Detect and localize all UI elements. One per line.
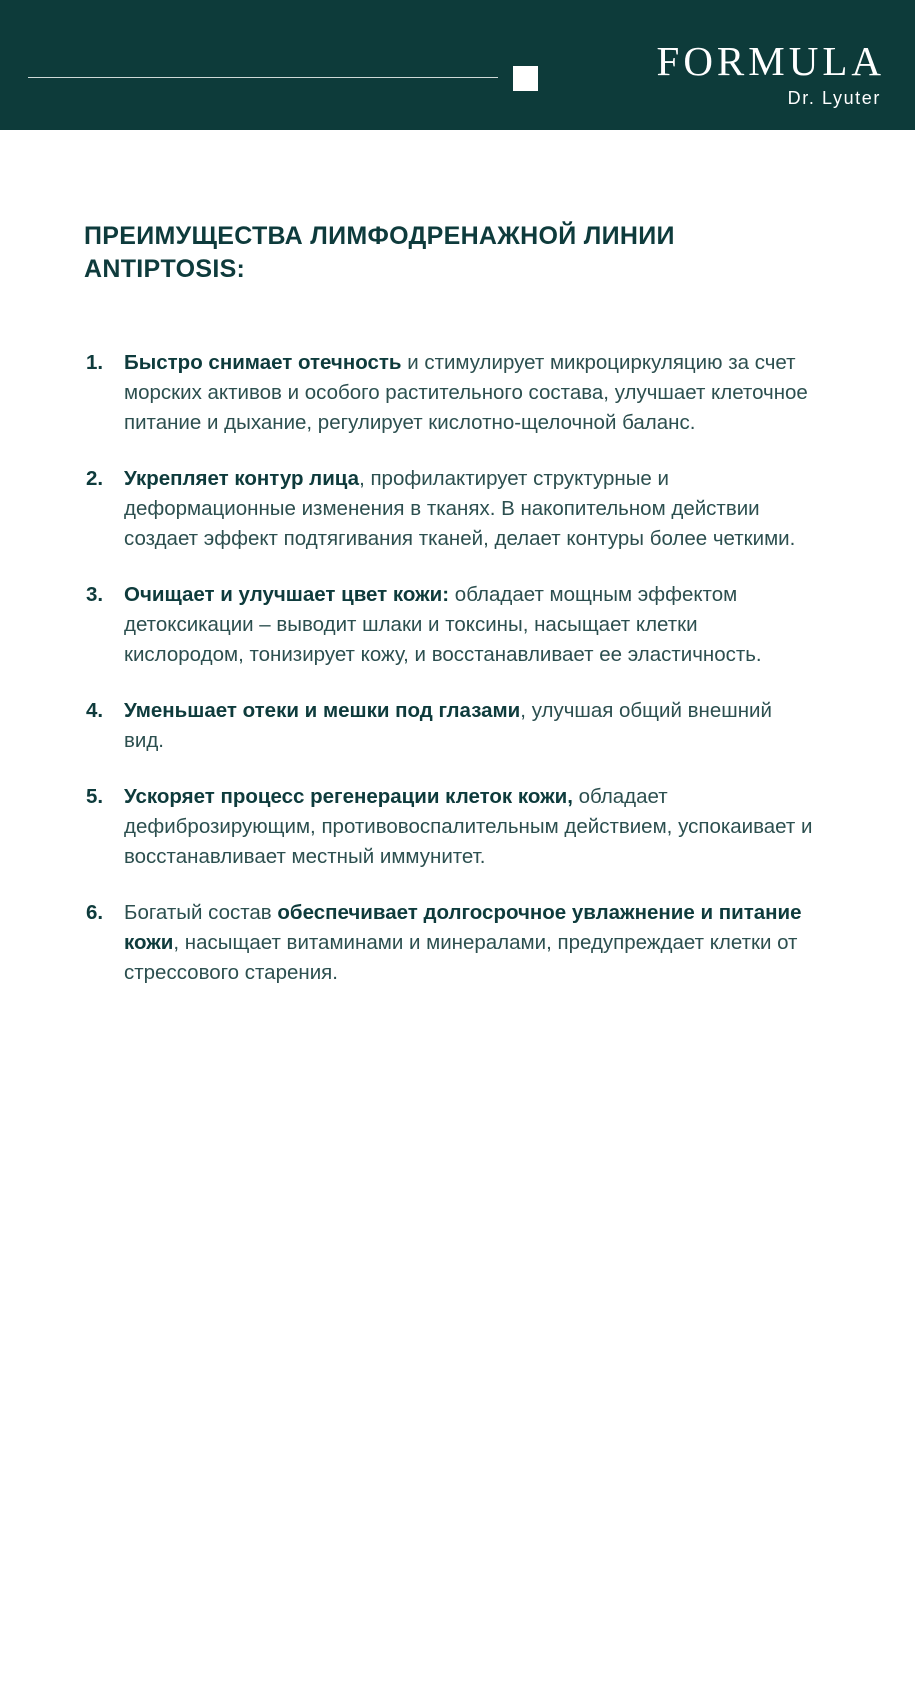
list-item [84, 464, 814, 554]
benefits-list [84, 348, 843, 988]
list-item-highlight: обеспечивает долгосрочное увлажнение и питание кожи [124, 901, 802, 954]
list-item-text: обладает мощным эффектом детоксикации – выводит шлаки и токсины, насыщает клетки кислородом, тонизирует кожу, и восстанавливает ее эластичность. [124, 583, 762, 666]
page-header [0, 0, 915, 130]
list-item-text: , насыщает витаминами и минералами, предупреждает клетки от стрессового старения. [124, 931, 798, 984]
logo-square-icon [513, 66, 538, 91]
list-item [84, 898, 814, 988]
list-item-text: и стимулирует микроциркуляцию за счет морских активов и особого растительного состава, улучшает клеточное питание и дыхание, регулирует кислотно-щелочной баланс. [124, 351, 808, 434]
list-item [84, 348, 814, 438]
brand-subtitle: Dr. Lyuter [787, 88, 881, 108]
document-body [0, 130, 915, 988]
list-item-text: , улучшая общий внешний вид. [124, 699, 772, 752]
list-item-text: , профилактирует структурные и деформационные изменения в тканях. В накопительном действии создает эффект подтягивания тканей, делает контуры более четкими. [124, 467, 796, 550]
brand-logo [657, 38, 885, 110]
list-item [84, 580, 814, 670]
list-item [84, 696, 814, 756]
list-item-text: обладает дефиброзирующим, противовоспалительным действием, успокаивает и восстанавливает местный иммунитет. [124, 785, 813, 868]
list-item-highlight: Очищает и улучшает цвет кожи: [124, 583, 450, 606]
list-item-highlight: Ускоряет процесс регенерации клеток кожи, [124, 785, 573, 808]
list-item-lead: Богатый состав [124, 901, 278, 924]
list-item-highlight: Быстро снимает отечность [124, 351, 402, 374]
list-item-highlight: Уменьшает отеки и мешки под глазами [124, 699, 521, 722]
brand-name: FORMULA [656, 38, 885, 84]
page-title: ПРЕИМУЩЕСТВА ЛИМФОДРЕНАЖНОЙ ЛИНИИ ANTIPTOSIS: [84, 222, 675, 283]
header-divider-line [28, 77, 498, 78]
list-item [84, 782, 814, 872]
list-item-highlight: Укрепляет контур лица [124, 467, 360, 490]
